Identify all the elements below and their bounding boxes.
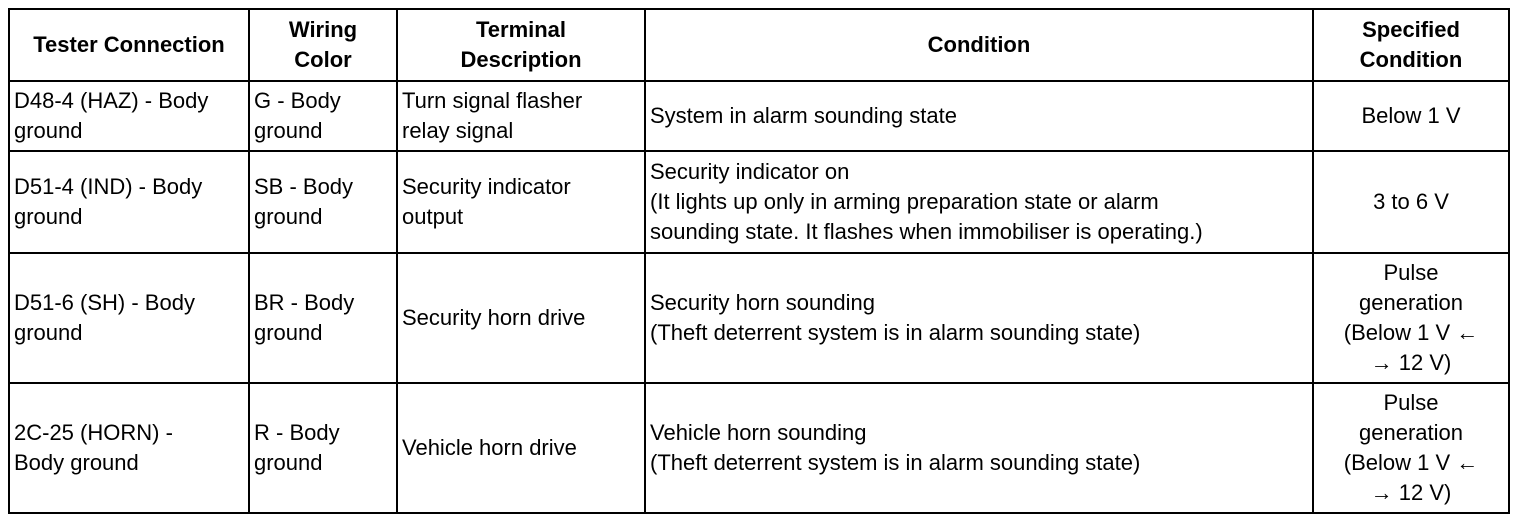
header-terminal-description: Terminal Description (397, 9, 645, 81)
cell-terminal-description: Vehicle horn drive (397, 383, 645, 513)
table-row (9, 151, 1509, 253)
header-tester-connection: Tester Connection (9, 9, 249, 81)
specification-table-container (8, 8, 1510, 514)
cell-tester-connection: D51-4 (IND) - Body ground (9, 151, 249, 253)
cell-tester-connection: D51-6 (SH) - Body ground (9, 253, 249, 383)
table-row (9, 253, 1509, 383)
cell-condition: Security horn sounding (Theft deterrent system is in alarm sounding state) (645, 253, 1313, 383)
table-row (9, 81, 1509, 151)
cell-specified-condition: Pulse generation (Below 1 V ← → 12 V) (1313, 383, 1509, 513)
cell-condition: System in alarm sounding state (645, 81, 1313, 151)
cell-wiring-color: R - Body ground (249, 383, 397, 513)
cell-terminal-description: Turn signal flasher relay signal (397, 81, 645, 151)
header-row (9, 9, 1509, 81)
cell-tester-connection: D48-4 (HAZ) - Body ground (9, 81, 249, 151)
cell-condition: Security indicator on (It lights up only in arming preparation state or alarm sounding state. It flashes when immobiliser is operating.) (645, 151, 1313, 253)
cell-specified-condition: 3 to 6 V (1313, 151, 1509, 253)
cell-wiring-color: BR - Body ground (249, 253, 397, 383)
cell-terminal-description: Security horn drive (397, 253, 645, 383)
cell-wiring-color: SB - Body ground (249, 151, 397, 253)
header-wiring-color: Wiring Color (249, 9, 397, 81)
cell-specified-condition: Below 1 V (1313, 81, 1509, 151)
cell-specified-condition: Pulse generation (Below 1 V ← → 12 V) (1313, 253, 1509, 383)
cell-wiring-color: G - Body ground (249, 81, 397, 151)
cell-condition: Vehicle horn sounding (Theft deterrent system is in alarm sounding state) (645, 383, 1313, 513)
header-specified-condition: Specified Condition (1313, 9, 1509, 81)
specification-table (8, 8, 1510, 514)
cell-tester-connection: 2C-25 (HORN) - Body ground (9, 383, 249, 513)
cell-terminal-description: Security indicator output (397, 151, 645, 253)
table-row (9, 383, 1509, 513)
header-condition: Condition (645, 9, 1313, 81)
